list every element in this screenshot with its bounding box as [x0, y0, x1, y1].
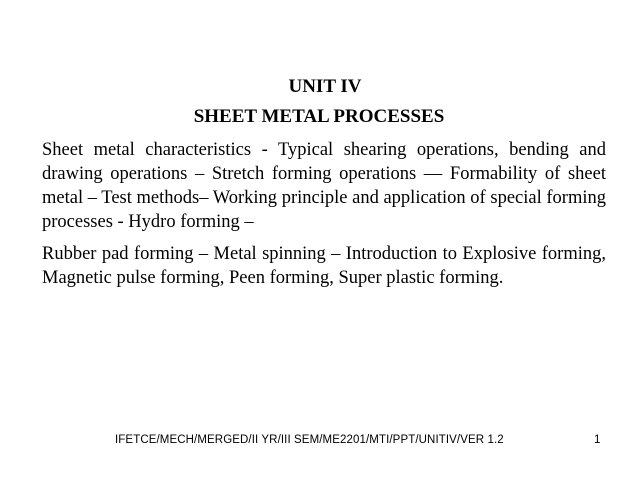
unit-heading: UNIT IV	[288, 76, 362, 97]
slide-title: SHEET METAL PROCESSES	[193, 106, 445, 127]
footer-reference: IFETCE/MECH/MERGED/II YR/III SEM/ME2201/MTI/PPT/UNITIV/VER 1.2	[115, 434, 504, 446]
page-number: 1	[594, 434, 601, 446]
syllabus-paragraph-2: Rubber pad forming – Metal spinning – Introduction to Explosive forming, Magnetic pulse forming, Peen forming, Super plastic forming.	[42, 244, 606, 288]
syllabus-paragraph-1: Sheet metal characteristics - Typical shearing operations, bending and drawing operations – Stretch forming operations –– Formability of sheet metal – Test methods– Working principle and application of special forming processes - Hydro forming –	[42, 140, 606, 232]
